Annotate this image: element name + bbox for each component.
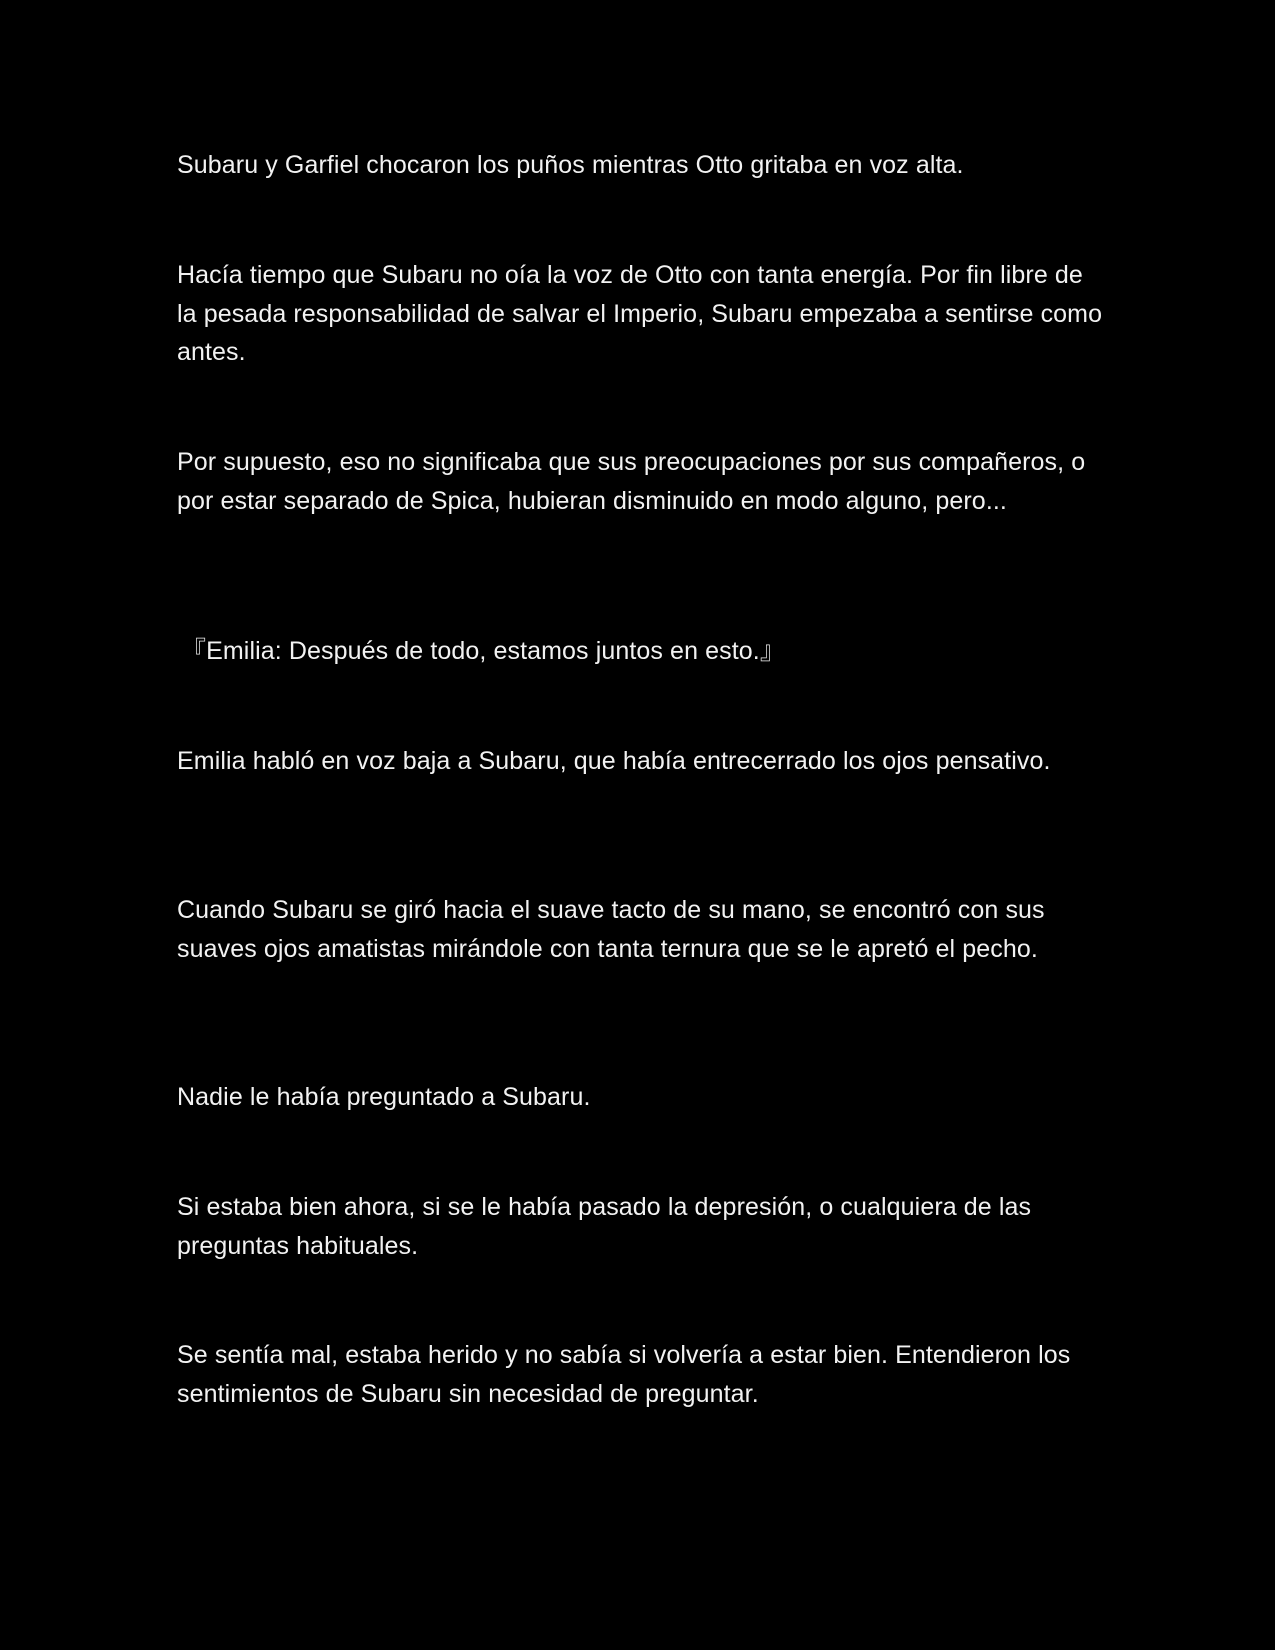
paragraph: Por supuesto, eso no significaba que sus preocupaciones por sus compañeros, o por estar separado de Spica, hubieran disminuido en modo alguno, pero... — [177, 448, 1086, 515]
paragraph: Si estaba bien ahora, si se le había pasado la depresión, o cualquiera de las preguntas habituales. — [177, 1193, 1032, 1260]
paragraph: Subaru y Garfiel chocaron los puños mientras Otto gritaba en voz alta. — [177, 151, 964, 179]
paragraph: Emilia habló en voz baja a Subaru, que había entrecerrado los ojos pensativo. — [177, 747, 1051, 775]
paragraph: Hacía tiempo que Subaru no oía la voz de Otto con tanta energía. Por fin libre de la pesada responsabilidad de salvar el Imperio, Subaru empezaba a sentirse como antes. — [177, 261, 1103, 366]
paragraph: Nadie le había preguntado a Subaru. — [177, 1083, 591, 1111]
dialogue-line: 『Emilia: Después de todo, estamos juntos en esto.』 — [181, 637, 785, 665]
paragraph: Cuando Subaru se giró hacia el suave tacto de su mano, se encontró con sus suaves ojos amatistas mirándole con tanta ternura que se le apretó el pecho. — [177, 896, 1045, 963]
paragraph: Se sentía mal, estaba herido y no sabía si volvería a estar bien. Entendieron los sentimientos de Subaru sin necesidad de preguntar. — [177, 1341, 1071, 1408]
